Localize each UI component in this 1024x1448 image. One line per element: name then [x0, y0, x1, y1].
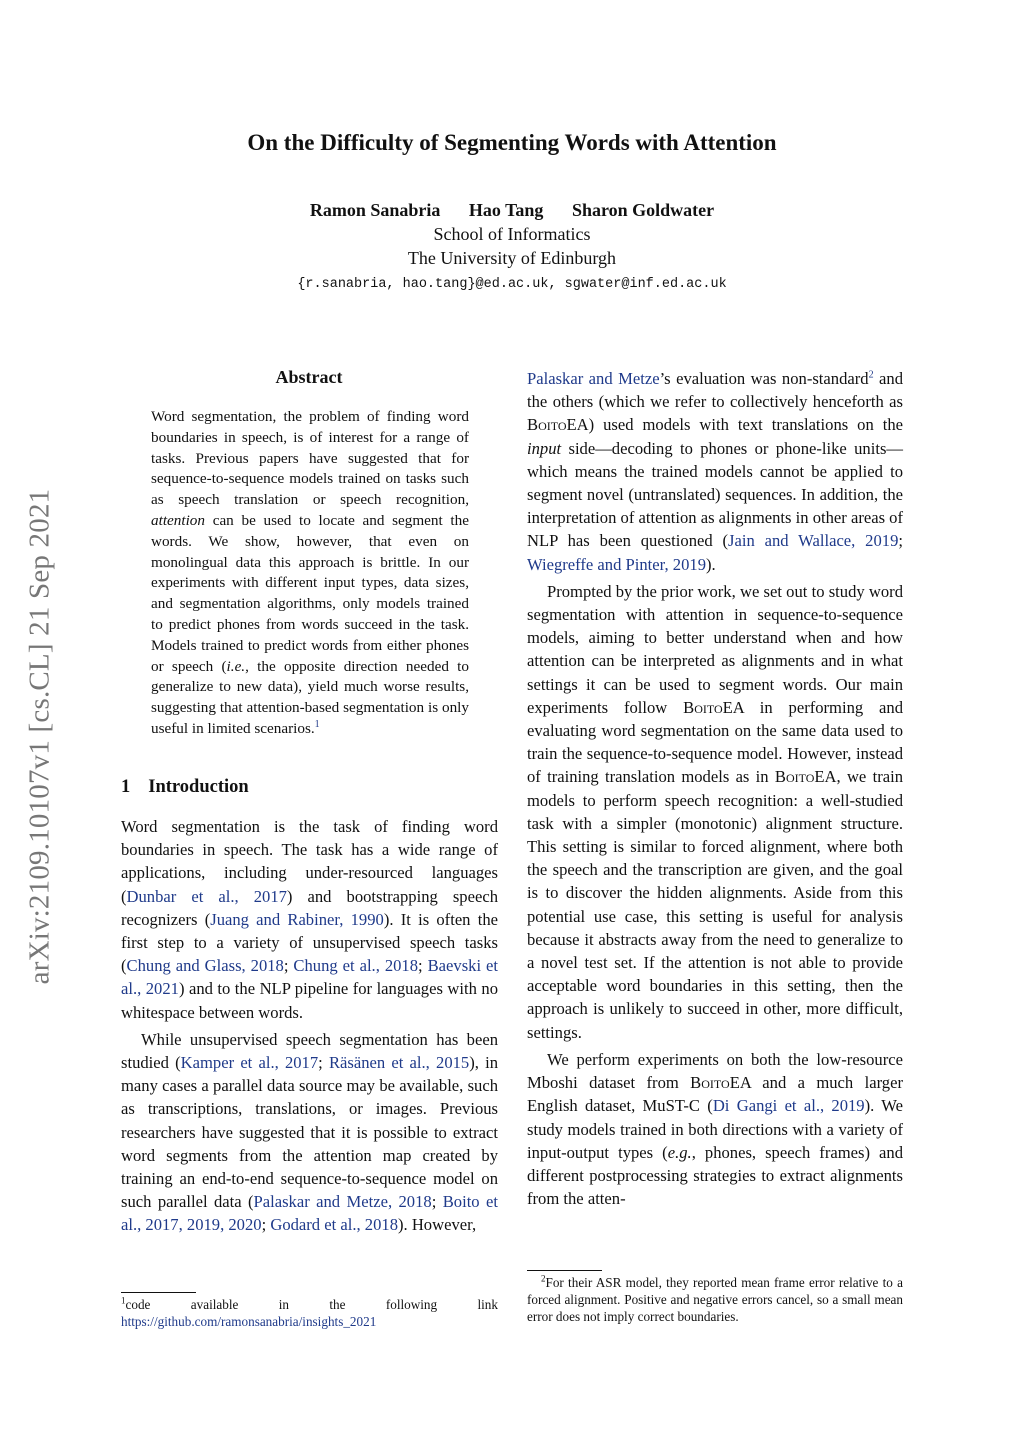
- affiliation-university: The University of Edinburgh: [407, 248, 617, 268]
- citation-link[interactable]: Dunbar et al., 2017: [126, 886, 287, 906]
- citation-link[interactable]: Palaskar and Metze: [527, 369, 660, 388]
- paragraph: While unsupervised speech segmentation has been studied (Kamper et al., 2017; Räsänen et al., 2015), in many cases a parallel data source may be available, such as transcriptions, translations, or images. Previous researchers have suggested that it is possible to extract word segments from the attention map created by training an end-to-end sequence-to-sequence model on such parallel data (Palaskar and Metze, 2018; Boito et al., 2017, 2019, 2020; Godard et al., 2018). However,: [121, 1029, 498, 1235]
- paragraph: Word segmentation is the task of finding word boundaries in speech. The task has a wide range of applications, including under-resourced languages (Dunbar et al., 2017) and bootstrapping speech recognizers (Juang and Rabiner, 1990). It is often the first step to a variety of unsupervised speech tasks (Chung and Glass, 2018; Chung et al., 2018; Baevski et al., 2021) and to the NLP pipeline for languages with no whitespace between words.: [121, 817, 498, 1022]
- footnote-left: $^1$code available in the following link https://github.com/ramonsanabria/insights_2021: [121, 1292, 498, 1330]
- author-list: [0, 200, 1024, 221]
- abstract-body: Word segmentation, the problem of finding word boundaries in speech, is of interest for a range of tasks. Previous papers have suggested that for sequence-to-sequence models trained on tasks such as speech translation or speech recognition, attention can be used to locate and segment the words. We show, however, that even on monolingual data this approach is brittle. In our experiments with different input types, data sizes, and segmentation algorithms, only models trained to predict phones from words succeed in the task. Models trained to predict words from either phones or speech (i.e., the opposite direction needed to generalize to new data), yield much worse results, suggesting that attention-based segmentation is only useful in limited scenarios.$^1$: [151, 408, 469, 737]
- author-name: Ramon Sanabria: [309, 200, 441, 220]
- paragraph: We perform experiments on both the low-resource Mboshi dataset from BoitoEA and a much larger English dataset, MuST-C (Di Gangi et al., 2019). We study models trained in both directions with a variety of input-output types (e.g., phones, speech frames) and different postprocessing strategies to extract alignments from the atten-: [527, 1049, 903, 1209]
- citation-link[interactable]: Juang and Rabiner, 1990: [210, 909, 384, 929]
- citation-link[interactable]: Godard et al., 2018: [270, 1215, 398, 1235]
- paragraph: Palaskar and Metze’s evaluation was non-standard$^2$ and the others (which we refer to collectively henceforth as BoitoEA) used models with text translations on the input side—decoding to phones or phone-like units—which means the trained models cannot be applied to segment novel (untranslated) sequences. In addition, the interpretation of attention as alignments in other areas of NLP has been questioned (Jain and Wallace, 2019; Wiegreffe and Pinter, 2019).: [527, 369, 904, 574]
- citation-link[interactable]: Chung et al., 2018: [293, 956, 419, 976]
- footnote-url-link[interactable]: https://github.com/ramonsanabria/insights_2021: [121, 1314, 377, 1329]
- citation-link[interactable]: Räsänen et al., 2015: [328, 1053, 470, 1073]
- left-column: [121, 815, 498, 1237]
- author-name: Sharon Goldwater: [571, 200, 715, 220]
- citation-link[interactable]: Boito et al., 2017, 2019, 2020: [121, 1192, 498, 1235]
- arxiv-stamp: arXiv:2109.10107v1 [cs.CL] 21 Sep 2021: [23, 488, 56, 985]
- citation-link[interactable]: Palaskar and Metze, 2018: [253, 1192, 432, 1212]
- abstract-heading: Abstract: [275, 367, 343, 387]
- citation-link[interactable]: Di Gangi et al., 2019: [712, 1096, 865, 1116]
- footnote-rule: [121, 1292, 196, 1293]
- footnote-ref[interactable]: 1: [314, 718, 320, 730]
- section-heading: 1 Introduction: [121, 777, 249, 797]
- author-emails: {r.sanabria, hao.tang}@ed.ac.uk, sgwater@inf.ed.ac.uk: [297, 277, 727, 292]
- author-name: Hao Tang: [468, 200, 544, 220]
- citation-link[interactable]: Jain and Wallace, 2019: [728, 531, 899, 551]
- footnote-right: $^2$For their ASR model, they reported mean frame error relative to a forced alignment. Positive and negative errors cancel, so a small mean error does not imply correct boundaries.: [527, 1270, 903, 1325]
- citation-link[interactable]: Kamper et al., 2017: [180, 1053, 319, 1073]
- footnote-ref[interactable]: 2: [868, 369, 874, 381]
- citation-link[interactable]: Wiegreffe and Pinter, 2019: [527, 554, 706, 574]
- citation-link[interactable]: Baevski et al., 2021: [121, 956, 498, 999]
- right-column: [527, 367, 903, 1210]
- citation-link[interactable]: Chung and Glass, 2018: [126, 956, 284, 976]
- paragraph: Prompted by the prior work, we set out to study word segmentation with attention in sequence-to-sequence models, aiming to better understand when and how attention can be interpreted as alignments and in what settings it can be used to segment words. Our main experiments follow BoitoEA in performing and evaluating word segmentation on the same data used to train the sequence-to-sequence model. However, instead of training translation models as in BoitoEA, we train models to perform speech recognition: a well-studied task with a simpler (monotonic) alignment structure. This setting is similar to forced alignment, where both the speech and the transcription are given, and the goal is to discover the hidden alignments. Aside from this potential use case, this setting is useful for analysis because it abstracts away from the need to generalize to a novel test set. If the attention is not able to provide acceptable word boundaries in this setting, then the approach is unlikely to succeed in other, more difficult, settings.: [527, 581, 903, 1042]
- footnote-rule: [527, 1270, 602, 1271]
- paper-title: On the Difficulty of Segmenting Words with Attention: [247, 130, 777, 155]
- affiliation-school: School of Informatics: [433, 224, 591, 244]
